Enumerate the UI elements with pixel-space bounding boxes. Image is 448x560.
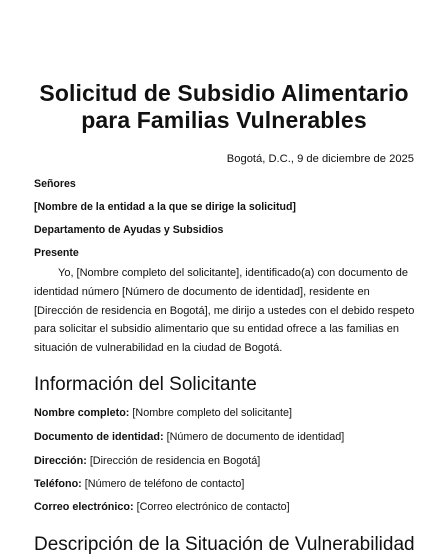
intro-paragraph-text: Yo, [Nombre completo del solicitante], identificado(a) con documento de identidad número [Número de documento de identidad], residente en [Dirección de residencia en Bogotá], me dirijo a ustedes con el debido respeto para solicitar el subsidio alimentario que su entidad ofrece a las familias en situación de vulnerabilidad en la ciudad de Bogotá. bbox=[34, 267, 415, 355]
date-line: Bogotá, D.C., 9 de diciembre de 2025 bbox=[226, 153, 414, 165]
field-label: Documento de identidad: bbox=[34, 431, 164, 443]
addressee-salutation: Señores bbox=[34, 178, 76, 190]
field-phone bbox=[34, 477, 244, 491]
field-value: [Número de teléfono de contacto] bbox=[84, 478, 245, 490]
field-label: Nombre completo: bbox=[34, 407, 130, 419]
field-id-document bbox=[34, 430, 344, 444]
field-value: [Dirección de residencia en Bogotá] bbox=[89, 455, 261, 467]
field-email bbox=[34, 500, 290, 514]
field-address bbox=[34, 454, 260, 468]
addressee-department: Departamento de Ayudas y Subsidios bbox=[34, 224, 224, 236]
document-title bbox=[0, 80, 448, 134]
title-line-2: para Familias Vulnerables bbox=[81, 107, 367, 133]
section-heading-situation: Descripción de la Situación de Vulnerabilidad bbox=[34, 534, 415, 555]
addressee-closing: Presente bbox=[34, 247, 79, 259]
title-line-1: Solicitud de Subsidio Alimentario bbox=[39, 80, 409, 106]
intro-paragraph bbox=[34, 264, 418, 358]
field-value: [Número de documento de identidad] bbox=[166, 431, 345, 443]
section-heading-applicant: Información del Solicitante bbox=[34, 374, 257, 395]
addressee-entity: [Nombre de la entidad a la que se dirige la solicitud] bbox=[34, 201, 296, 213]
field-label: Dirección: bbox=[34, 455, 87, 467]
field-full-name bbox=[34, 406, 292, 420]
field-value: [Correo electrónico de contacto] bbox=[136, 501, 290, 513]
field-label: Correo electrónico: bbox=[34, 501, 134, 513]
field-value: [Nombre completo del solicitante] bbox=[132, 407, 293, 419]
field-label: Teléfono: bbox=[34, 478, 82, 490]
